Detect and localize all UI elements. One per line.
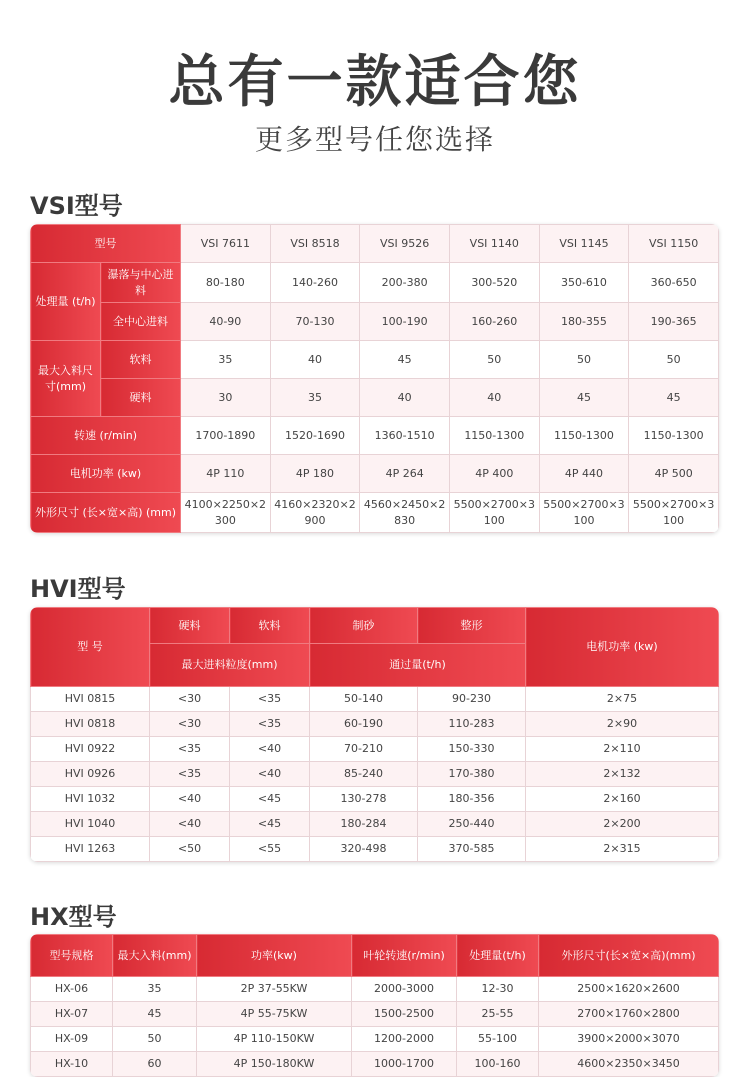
vsi-row-speed — [31, 417, 719, 455]
table-cell: HVI 1263 — [31, 837, 150, 862]
vsi-center-cell: 70-130 — [270, 303, 360, 341]
vsi-dimension-cell: 4560×2450×2830 — [360, 493, 450, 533]
table-cell: <35 — [230, 712, 310, 737]
table-cell: 4P 110-150KW — [197, 1027, 352, 1052]
vsi-row-center — [31, 303, 719, 341]
table-cell: 2×200 — [526, 812, 719, 837]
vsi-label-hard: 硬料 — [101, 379, 181, 417]
vsi-soft-cell: 50 — [629, 341, 719, 379]
hx-spec-table — [30, 934, 719, 1077]
vsi-cascade-cell: 350-610 — [539, 263, 629, 303]
vsi-label-model: 型号 — [31, 225, 181, 263]
table-cell: HX-09 — [31, 1027, 113, 1052]
hx-header-row — [31, 935, 719, 977]
table-row — [31, 812, 719, 837]
vsi-power-cell: 4P 180 — [270, 455, 360, 493]
vsi-speed-cell: 1360-1510 — [360, 417, 450, 455]
vsi-hard-cell: 35 — [270, 379, 360, 417]
vsi-row-dimension — [31, 493, 719, 533]
table-cell: 2000-3000 — [352, 977, 457, 1002]
table-cell: 2×160 — [526, 787, 719, 812]
vsi-dimension-cell: 5500×2700×3100 — [539, 493, 629, 533]
vsi-model-cell: VSI 9526 — [360, 225, 450, 263]
table-cell: 2P 37-55KW — [197, 977, 352, 1002]
hvi-header-throughput: 通过量(t/h) — [310, 644, 526, 687]
table-cell: HVI 0926 — [31, 762, 150, 787]
table-cell: <45 — [230, 812, 310, 837]
vsi-dimension-cell: 5500×2700×3100 — [629, 493, 719, 533]
vsi-dimension-cell: 4100×2250×2300 — [181, 493, 271, 533]
table-cell: 55-100 — [457, 1027, 539, 1052]
hx-header-cell: 外形尺寸(长×宽×高)(mm) — [539, 935, 719, 977]
table-cell: 320-498 — [310, 837, 418, 862]
table-cell: 370-585 — [418, 837, 526, 862]
table-row — [31, 787, 719, 812]
vsi-label-dimension: 外形尺寸 (长×宽×高) (mm) — [31, 493, 181, 533]
vsi-model-cell: VSI 8518 — [270, 225, 360, 263]
table-cell: HX-06 — [31, 977, 113, 1002]
table-cell: 100-160 — [457, 1052, 539, 1077]
table-row — [31, 1027, 719, 1052]
vsi-model-cell: VSI 1140 — [449, 225, 539, 263]
vsi-center-cell: 190-365 — [629, 303, 719, 341]
vsi-hard-cell: 45 — [629, 379, 719, 417]
table-cell: HVI 0815 — [31, 687, 150, 712]
vsi-hard-cell: 45 — [539, 379, 629, 417]
vsi-hard-cell: 30 — [181, 379, 271, 417]
table-cell: 2×132 — [526, 762, 719, 787]
table-cell: <30 — [150, 687, 230, 712]
table-cell: 4P 55-75KW — [197, 1002, 352, 1027]
vsi-center-cell: 180-355 — [539, 303, 629, 341]
table-cell: 35 — [113, 977, 197, 1002]
table-cell: <40 — [150, 787, 230, 812]
hero-subtitle: 更多型号任您选择 — [254, 123, 495, 156]
table-row — [31, 762, 719, 787]
table-cell: 70-210 — [310, 737, 418, 762]
hx-header-cell: 功率(kw) — [197, 935, 352, 977]
table-cell: 1000-1700 — [352, 1052, 457, 1077]
vsi-soft-cell: 50 — [539, 341, 629, 379]
vsi-model-cell: VSI 1145 — [539, 225, 629, 263]
table-cell: HX-10 — [31, 1052, 113, 1077]
vsi-spec-table — [30, 224, 719, 533]
table-cell: <40 — [230, 737, 310, 762]
vsi-label-max-feed: 最大入料尺寸(mm) — [31, 341, 101, 417]
hvi-header-hard: 硬料 — [150, 608, 230, 644]
table-row — [31, 1052, 719, 1077]
table-cell: 180-284 — [310, 812, 418, 837]
table-cell: <40 — [230, 762, 310, 787]
hx-section-title: HX型号 — [30, 903, 117, 931]
vsi-speed-cell: 1150-1300 — [539, 417, 629, 455]
hvi-header-shaping: 整形 — [418, 608, 526, 644]
vsi-cascade-cell: 300-520 — [449, 263, 539, 303]
vsi-power-cell: 4P 440 — [539, 455, 629, 493]
vsi-hard-cell: 40 — [360, 379, 450, 417]
hx-header-cell: 最大入料(mm) — [113, 935, 197, 977]
vsi-soft-cell: 35 — [181, 341, 271, 379]
table-cell: <35 — [150, 762, 230, 787]
table-row — [31, 687, 719, 712]
vsi-label-capacity: 处理量 (t/h) — [31, 263, 101, 341]
hvi-header-power: 电机功率 (kw) — [526, 608, 719, 687]
vsi-dimension-cell: 4160×2320×2900 — [270, 493, 360, 533]
vsi-section-title: VSI型号 — [30, 192, 123, 220]
table-cell: 12-30 — [457, 977, 539, 1002]
table-cell: 2×90 — [526, 712, 719, 737]
table-cell: 4P 150-180KW — [197, 1052, 352, 1077]
table-cell: 25-55 — [457, 1002, 539, 1027]
table-cell: 45 — [113, 1002, 197, 1027]
table-cell: 60 — [113, 1052, 197, 1077]
vsi-speed-cell: 1150-1300 — [629, 417, 719, 455]
hero-title: 总有一款适合您 — [168, 50, 582, 115]
table-row — [31, 1002, 719, 1027]
table-cell: 85-240 — [310, 762, 418, 787]
vsi-cascade-cell: 80-180 — [181, 263, 271, 303]
vsi-center-cell: 160-260 — [449, 303, 539, 341]
vsi-row-model — [31, 225, 719, 263]
table-cell: 1500-2500 — [352, 1002, 457, 1027]
table-cell: HX-07 — [31, 1002, 113, 1027]
table-cell: 130-278 — [310, 787, 418, 812]
table-cell: 3900×2000×3070 — [539, 1027, 719, 1052]
vsi-row-soft — [31, 341, 719, 379]
hvi-header-model: 型 号 — [31, 608, 150, 687]
vsi-power-cell: 4P 110 — [181, 455, 271, 493]
table-cell: <35 — [230, 687, 310, 712]
vsi-label-power: 电机功率 (kw) — [31, 455, 181, 493]
table-cell: 150-330 — [418, 737, 526, 762]
hvi-header-max-feed: 最大进料粒度(mm) — [150, 644, 310, 687]
vsi-label-center: 全中心进料 — [101, 303, 181, 341]
table-cell: 180-356 — [418, 787, 526, 812]
table-cell: HVI 0922 — [31, 737, 150, 762]
table-cell: <50 — [150, 837, 230, 862]
vsi-row-cascade — [31, 263, 719, 303]
hvi-section-title: HVI型号 — [30, 575, 126, 603]
hx-header-cell: 叶轮转速(r/min) — [352, 935, 457, 977]
table-cell: 170-380 — [418, 762, 526, 787]
table-cell: 90-230 — [418, 687, 526, 712]
hvi-header-soft: 软料 — [230, 608, 310, 644]
vsi-model-cell: VSI 1150 — [629, 225, 719, 263]
vsi-soft-cell: 45 — [360, 341, 450, 379]
table-cell: 2700×1760×2800 — [539, 1002, 719, 1027]
table-row — [31, 977, 719, 1002]
table-cell: 2×315 — [526, 837, 719, 862]
vsi-power-cell: 4P 400 — [449, 455, 539, 493]
hvi-header-row-1 — [31, 608, 719, 644]
vsi-speed-cell: 1700-1890 — [181, 417, 271, 455]
vsi-label-cascade: 瀑落与中心进料 — [101, 263, 181, 303]
vsi-cascade-cell: 200-380 — [360, 263, 450, 303]
table-cell: <45 — [230, 787, 310, 812]
table-cell: 2×75 — [526, 687, 719, 712]
vsi-dimension-cell: 5500×2700×3100 — [449, 493, 539, 533]
vsi-speed-cell: 1150-1300 — [449, 417, 539, 455]
table-cell: <35 — [150, 737, 230, 762]
vsi-center-cell: 40-90 — [181, 303, 271, 341]
vsi-cascade-cell: 360-650 — [629, 263, 719, 303]
vsi-row-hard — [31, 379, 719, 417]
vsi-power-cell: 4P 500 — [629, 455, 719, 493]
vsi-row-power — [31, 455, 719, 493]
table-cell: 60-190 — [310, 712, 418, 737]
vsi-label-speed: 转速 (r/min) — [31, 417, 181, 455]
table-cell: 2500×1620×2600 — [539, 977, 719, 1002]
table-cell: HVI 0818 — [31, 712, 150, 737]
vsi-model-cell: VSI 7611 — [181, 225, 271, 263]
table-cell: <40 — [150, 812, 230, 837]
vsi-label-soft: 软料 — [101, 341, 181, 379]
vsi-center-cell: 100-190 — [360, 303, 450, 341]
table-cell: <55 — [230, 837, 310, 862]
hvi-header-sand: 制砂 — [310, 608, 418, 644]
vsi-hard-cell: 40 — [449, 379, 539, 417]
vsi-speed-cell: 1520-1690 — [270, 417, 360, 455]
vsi-soft-cell: 50 — [449, 341, 539, 379]
vsi-cascade-cell: 140-260 — [270, 263, 360, 303]
hx-header-cell: 处理量(t/h) — [457, 935, 539, 977]
vsi-soft-cell: 40 — [270, 341, 360, 379]
table-cell: 110-283 — [418, 712, 526, 737]
hvi-spec-table — [30, 607, 719, 862]
vsi-power-cell: 4P 264 — [360, 455, 450, 493]
table-row — [31, 837, 719, 862]
table-cell: <30 — [150, 712, 230, 737]
table-row — [31, 737, 719, 762]
hx-header-cell: 型号规格 — [31, 935, 113, 977]
table-cell: 4600×2350×3450 — [539, 1052, 719, 1077]
table-cell: 50 — [113, 1027, 197, 1052]
table-cell: HVI 1032 — [31, 787, 150, 812]
table-cell: 2×110 — [526, 737, 719, 762]
table-row — [31, 712, 719, 737]
table-cell: HVI 1040 — [31, 812, 150, 837]
table-cell: 50-140 — [310, 687, 418, 712]
table-cell: 250-440 — [418, 812, 526, 837]
table-cell: 1200-2000 — [352, 1027, 457, 1052]
